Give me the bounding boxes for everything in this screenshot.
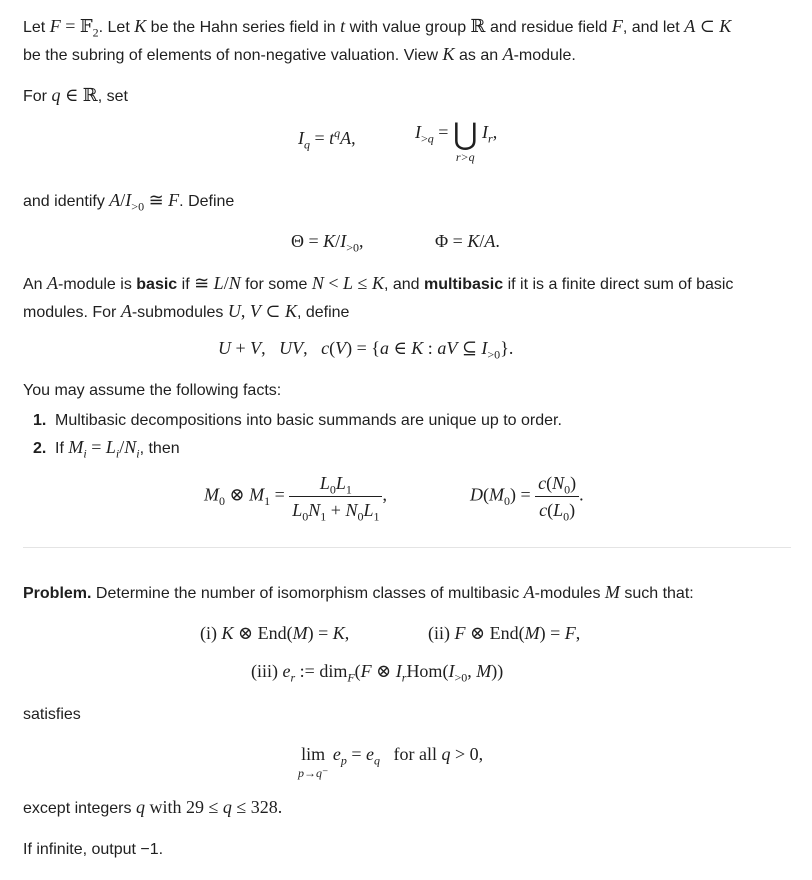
except-line: except integers q with 29 ≤ q ≤ 328. (23, 797, 283, 817)
ideal-definition-equation: $I_q = t^qA$, (298, 126, 356, 152)
tensor-formula: $M_0$ ⊗ $M_1$ = $\frac{L_0L_1}{L_0N_1 + N_0L_1}$ , (204, 473, 387, 524)
facts-list (33, 408, 562, 462)
facts-intro: You may assume the following facts: (23, 382, 282, 399)
infinite-instruction: If infinite, output −1. (23, 841, 164, 858)
condition-i: (i) K ⊗ End(M) = K, (200, 623, 350, 643)
for-q-line: For q ∈ ℝ, set (23, 85, 128, 105)
union-ideal-equation: $I_{>q}$ = ⋃ r>q $I_r$, (415, 118, 498, 164)
fact-item-2: 2. If $M_i = L_i/N_i$, then (33, 437, 180, 461)
satisfies-label: satisfies (23, 706, 81, 723)
intro-paragraph: Let F = 𝔽$_2$. Let K be the Hahn series field in t with value group ℝ and residue field F, and let A ⊂ K be the subring of elements of non-negative valuation. View K as an A-module. (23, 16, 732, 64)
theta-definition: $\Theta = K/I_{>0}$, (291, 231, 364, 255)
identify-line: and identify $A/I_{>0}$ ≅ F. Define (23, 190, 235, 214)
problem-statement: Problem. Determine the number of isomorphism classes of multibasic A-modules M such that: (23, 582, 694, 602)
operations-equation: U + V, UV, c(V) = {a ∈ K : aV ⊆ $I_{>0}$}. (218, 338, 514, 362)
basic-definition-paragraph: An A-module is basic if ≅ L/N for some N < L ≤ K, and multibasic if it is a finite direct sum of basic modules. For A-submodules U, V ⊂ K, define (23, 273, 734, 321)
dual-formula: $D(M_0)$ = $\frac{c(N_0)}{c(L_0)}$ . (470, 473, 584, 524)
limit-condition: lim p→q⁻ $e_p = e_q$ for all q > 0, (298, 744, 484, 780)
section-divider (23, 547, 791, 548)
fact-item-1: 1. Multibasic decompositions into basic summands are unique up to order. (33, 412, 562, 429)
condition-iii: (iii) $e_r$ := dim$_F$(F ⊗ $I_rHom(I_{>0}$, M)) (251, 661, 504, 685)
phi-definition: Φ = K/A. (435, 231, 500, 251)
condition-ii: (ii) F ⊗ End(M) = F, (428, 623, 581, 643)
